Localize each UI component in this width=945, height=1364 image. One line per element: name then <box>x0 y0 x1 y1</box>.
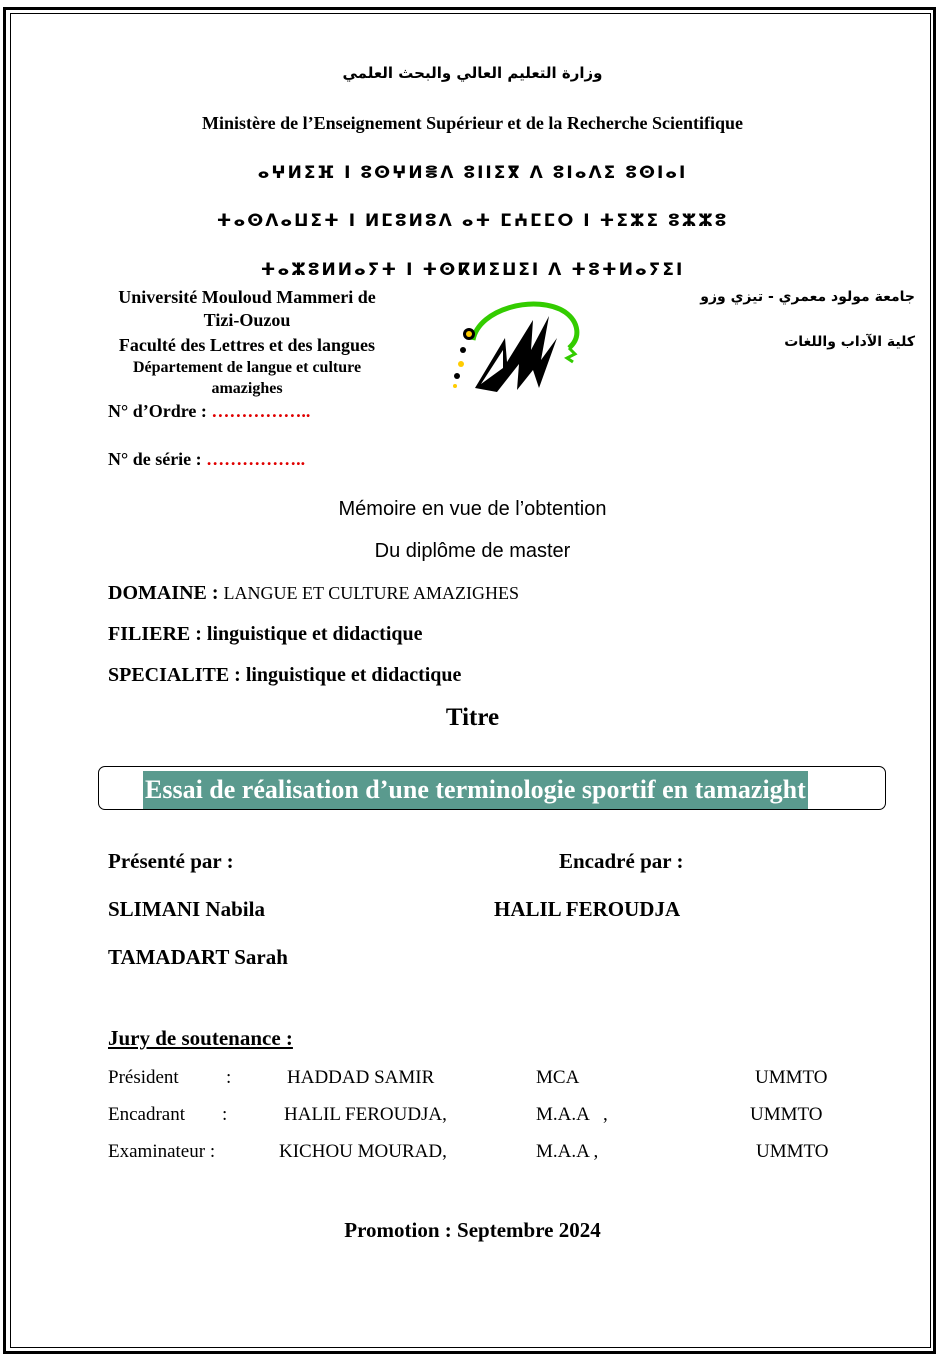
domaine-label: DOMAINE : <box>108 582 219 604</box>
jury-heading: Jury de soutenance : <box>108 1026 293 1050</box>
specialite-label: SPECIALITE : <box>108 664 241 686</box>
jury-grade: M.A.A , <box>536 1141 599 1162</box>
jury-university: UMMTO <box>755 1067 828 1088</box>
tifinagh-university: ⵜⴰⵙⴷⴰⵡⵉⵜ ⵏ ⵍⵎⵓⵍⵓⴷ ⴰⵜ ⵎⵄⵎⵎⵔ ⵏ ⵜⵉⵣⵉ ⵓⵣⵣⵓ <box>216 211 729 231</box>
filiere-value: linguistique et didactique <box>206 623 423 645</box>
university-name-line2: Tizi-Ouzou <box>203 310 291 330</box>
jury-separator: : <box>222 1104 228 1125</box>
ordre-value: …………….. <box>211 401 311 421</box>
jury-separator: : <box>226 1067 232 1088</box>
arabic-ministry: وزارة التعليم العالي والبحث العلمي <box>342 64 603 82</box>
domaine-value: LANGUE ET CULTURE AMAZIGHES <box>223 583 520 603</box>
jury-grade: M.A.A , <box>536 1104 608 1125</box>
memoire-line1: Mémoire en vue de l’obtention <box>338 498 607 520</box>
filiere-label: FILIERE : <box>108 623 202 645</box>
tifinagh-ministry: ⴰⵖⵍⵉⴼ ⵏ ⵓⵙⵖⵍⴻⴷ ⵓⵏⵏⵉⴳ ⴷ ⵓⵏⴰⴷⵉ ⵓⵙⵏⴰⵏ <box>257 163 688 183</box>
serie-value: …………….. <box>206 449 306 469</box>
presente-par-label: Présenté par : <box>108 849 234 873</box>
student-2: TAMADART Sarah <box>108 945 288 969</box>
serie-label: N° de série : <box>108 449 202 469</box>
jury-row <box>0 1141 945 1165</box>
jury-row <box>0 1104 945 1128</box>
jury-role: Examinateur : <box>108 1141 216 1162</box>
promotion: Promotion : Septembre 2024 <box>344 1218 601 1242</box>
student-1: SLIMANI Nabila <box>108 897 265 921</box>
faculty-name-arabic: كلية الآداب واللغات <box>784 334 915 350</box>
jury-university: UMMTO <box>750 1104 823 1125</box>
university-name-arabic: جامعة مولود معمري - تيزي وزو <box>700 289 915 305</box>
jury-university: UMMTO <box>756 1141 829 1162</box>
department-line1: Département de langue et culture <box>132 359 362 376</box>
encadre-par-label: Encadré par : <box>559 849 684 873</box>
serie-field <box>108 449 305 470</box>
memoire-title: Essai de réalisation d’une terminologie sportif en tamazight <box>143 771 808 809</box>
university-logo <box>445 298 590 394</box>
jury-name: HALIL FEROUDJA, <box>284 1104 447 1125</box>
jury-role: Président <box>108 1067 179 1088</box>
titre-heading: Titre <box>445 704 500 731</box>
jury-role: Encadrant <box>108 1104 186 1125</box>
university-name-line1: Université Mouloud Mammeri de <box>118 287 376 307</box>
specialite-line <box>108 664 461 687</box>
specialite-value: linguistique et didactique <box>245 664 462 686</box>
memoire-line2: Du diplôme de master <box>374 540 571 562</box>
jury-name: HADDAD SAMIR <box>287 1067 435 1088</box>
jury-grade: MCA <box>536 1067 580 1088</box>
french-ministry: Ministère de l’Enseignement Supérieur et de la Recherche Scientifique <box>202 113 743 133</box>
supervisor-name: HALIL FEROUDJA <box>494 897 681 921</box>
jury-row <box>0 1067 945 1091</box>
filiere-line <box>108 623 423 646</box>
department-line2: amazighes <box>211 380 283 397</box>
faculty-name: Faculté des Lettres et des langues <box>118 335 376 355</box>
tifinagh-faculty: ⵜⴰⵣⵓⵍⵍⴰⵢⵜ ⵏ ⵜⵙⴽⵍⵉⵡⵉⵏ ⴷ ⵜⵓⵜⵍⴰⵢⵉⵏ <box>260 260 685 280</box>
ordre-field <box>108 401 310 422</box>
ordre-label: N° d’Ordre : <box>108 401 207 421</box>
domaine-line <box>108 582 519 605</box>
jury-name: KICHOU MOURAD, <box>279 1141 447 1162</box>
